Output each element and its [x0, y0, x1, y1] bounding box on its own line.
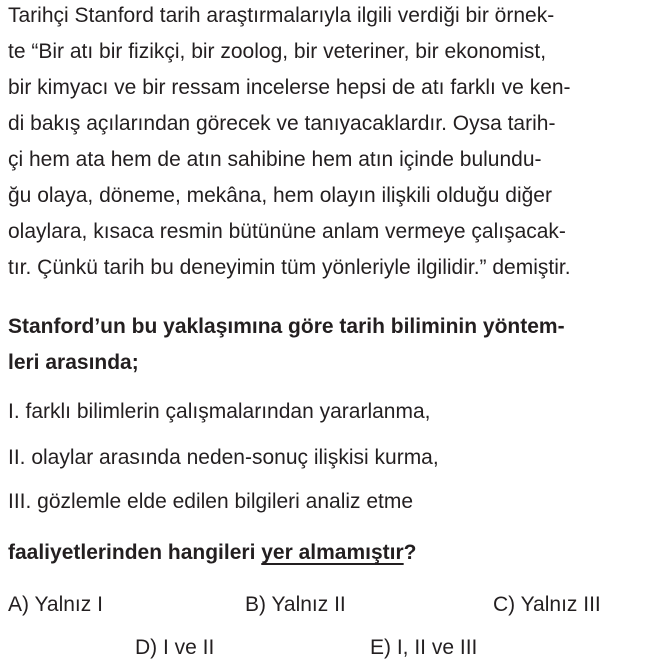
statement-item: II. olaylar arasında neden-sonuç ilişkisi kurma, [8, 446, 439, 469]
question-line: leri arasında; [8, 351, 139, 374]
passage-line: di bakış açılarından görecek ve tanıyacaklardır. Oysa tarih- [8, 112, 556, 135]
passage-line: te “Bir atı bir fizikçi, bir zoolog, bir veteriner, bir ekonomist, [8, 40, 547, 63]
option-b[interactable]: B) Yalnız II [245, 593, 346, 616]
prompt-question-mark: ? [403, 541, 417, 564]
option-a[interactable]: A) Yalnız I [8, 593, 103, 616]
prompt-text: faaliyetlerinden hangileri [8, 541, 262, 564]
option-c[interactable]: C) Yalnız III [493, 593, 601, 616]
option-e[interactable]: E) I, II ve III [370, 636, 478, 659]
passage-line: çi hem ata hem de atın sahibine hem atın içinde bulundu- [8, 148, 542, 171]
passage-line: Tarihçi Stanford tarih araştırmalarıyla ilgili verdiği bir örnek- [8, 4, 555, 27]
option-d[interactable]: D) I ve II [135, 636, 215, 659]
passage-line: tır. Çünkü tarih bu deneyimin tüm yönleriyle ilgilidir.” demiştir. [8, 256, 571, 279]
question-line: Stanford’un bu yaklaşımına göre tarih biliminin yöntem- [8, 315, 565, 338]
passage-line: bir kimyacı ve bir ressam incelerse hepsi de atı farklı ve ken- [8, 76, 571, 99]
passage-line: olaylara, kısaca resmin bütününe anlam vermeye çalışacak- [8, 220, 566, 243]
question-prompt [8, 541, 417, 565]
statement-item: III. gözlemle elde edilen bilgileri analiz etme [8, 490, 414, 513]
statement-item: I. farklı bilimlerin çalışmalarından yararlanma, [8, 400, 431, 423]
prompt-underlined-text: yer almamıştır [261, 541, 404, 564]
passage-line: ğu olaya, döneme, mekâna, hem olayın ilişkili olduğu diğer [8, 184, 552, 207]
